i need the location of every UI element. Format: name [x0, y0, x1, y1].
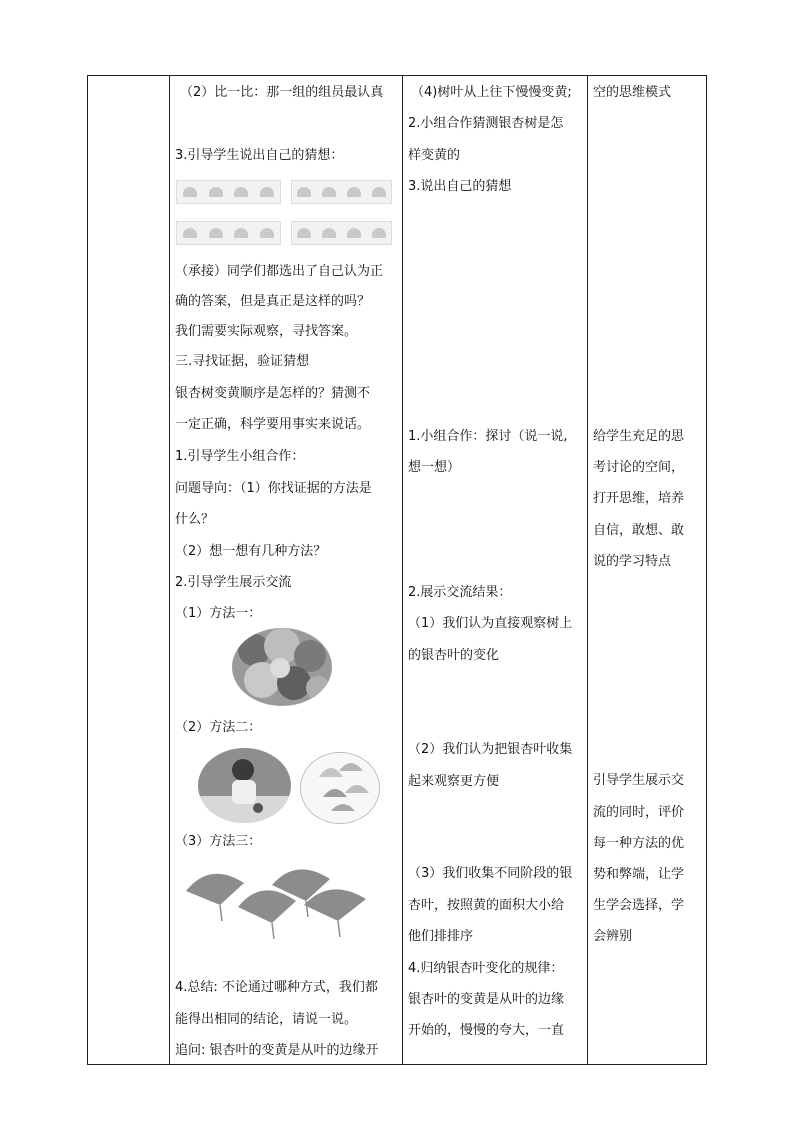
text-line: 银杏叶的变黄是从叶的边缘	[408, 992, 565, 1007]
text-line: 说的学习特点	[593, 554, 672, 569]
text-line: 他们排排序	[408, 929, 474, 944]
text-line: 三.寻找证据，验证猜想	[175, 354, 310, 369]
text-line: （1）我们认为直接观察树上	[408, 616, 573, 631]
text-line: 能得出相同的结论，请说一说。	[175, 1012, 358, 1027]
ginkgo-guess-image	[291, 221, 392, 245]
text-line: 1.小组合作：探讨（说一说,	[408, 429, 568, 444]
table-column-student-activity	[403, 76, 588, 1064]
text-line: 的银杏叶的变化	[408, 648, 500, 663]
text-line: 确的答案，但是真正是这样的吗？	[175, 294, 371, 309]
text-line: （4)树叶从上往下慢慢变黄;	[411, 85, 572, 100]
text-line: 会辨别	[593, 929, 633, 944]
text-line: 想一想）	[408, 460, 461, 475]
text-line: 引导学生展示交	[593, 773, 685, 788]
text-line: 问题导向：（1）你找证据的方法是	[175, 481, 372, 496]
text-line: 打开思维，培养	[593, 491, 685, 506]
text-line: 考讨论的空间，	[593, 460, 685, 475]
text-line: 空的思维模式	[593, 85, 672, 100]
text-line: 银杏树变黄顺序是怎样的？猜测不	[175, 386, 371, 401]
text-line: 4.总结: 不论通过哪种方式，我们都	[175, 980, 378, 995]
text-line: （3）方法三：	[175, 834, 262, 849]
ginkgo-leaves-image	[180, 861, 380, 941]
text-line: （承接）同学们都选出了自己认为正	[175, 264, 384, 279]
table-column-teacher-activity	[170, 76, 403, 1064]
text-line: （1）方法一：	[175, 606, 262, 621]
text-line: 2.展示交流结果：	[408, 585, 512, 600]
text-line: （2）比一比：那一组的组员最认真	[180, 85, 384, 100]
text-line: 3.说出自己的猜想	[408, 179, 512, 194]
table-column-design-intent	[588, 76, 707, 1064]
text-line: 样变黄的	[408, 148, 461, 163]
ginkgo-guess-image	[176, 180, 281, 204]
text-line: 流的同时，评价	[593, 805, 685, 820]
text-line: （2）我们认为把银杏叶收集	[408, 742, 573, 757]
text-line: （3）我们收集不同阶段的银	[408, 866, 573, 881]
ginkgo-guess-image	[291, 180, 392, 204]
child-collecting-photo	[198, 748, 291, 823]
lesson-table	[87, 75, 707, 1065]
text-line: 起来观察更方便	[408, 774, 500, 789]
text-line: 4.归纳银杏叶变化的规律：	[408, 961, 564, 976]
text-line: 生学会选择，学	[593, 898, 685, 913]
text-line: 我们需要实际观察，寻找答案。	[175, 324, 358, 339]
text-line: 势和弊端，让学	[593, 867, 685, 882]
text-line: 追问: 银杏叶的变黄是从叶的边缘开	[175, 1043, 379, 1058]
text-line: 开始的，慢慢的夸大，一直	[408, 1023, 565, 1038]
text-line: 2.引导学生展示交流	[175, 575, 292, 590]
text-line: （2）想一想有几种方法？	[175, 544, 327, 559]
table-column-empty	[88, 76, 170, 1064]
text-line: 2.小组合作猜测银杏树是怎	[408, 116, 564, 131]
text-line: 给学生充足的思	[593, 429, 685, 444]
text-line: 1.引导学生小组合作：	[175, 449, 305, 464]
collected-leaves-photo	[300, 752, 380, 824]
text-line: 3.引导学生说出自己的猜想：	[175, 148, 344, 163]
text-line: 自信，敢想、敢	[593, 523, 685, 538]
text-line: （2）方法二：	[175, 720, 262, 735]
text-line: 每一种方法的优	[593, 836, 685, 851]
text-line: 一定正确，科学要用事实来说话。	[175, 417, 371, 432]
text-line: 什么？	[175, 512, 215, 527]
text-line: 杏叶，按照黄的面积大小给	[408, 898, 565, 913]
tree-leaves-photo	[232, 628, 332, 706]
ginkgo-guess-image	[176, 221, 281, 245]
